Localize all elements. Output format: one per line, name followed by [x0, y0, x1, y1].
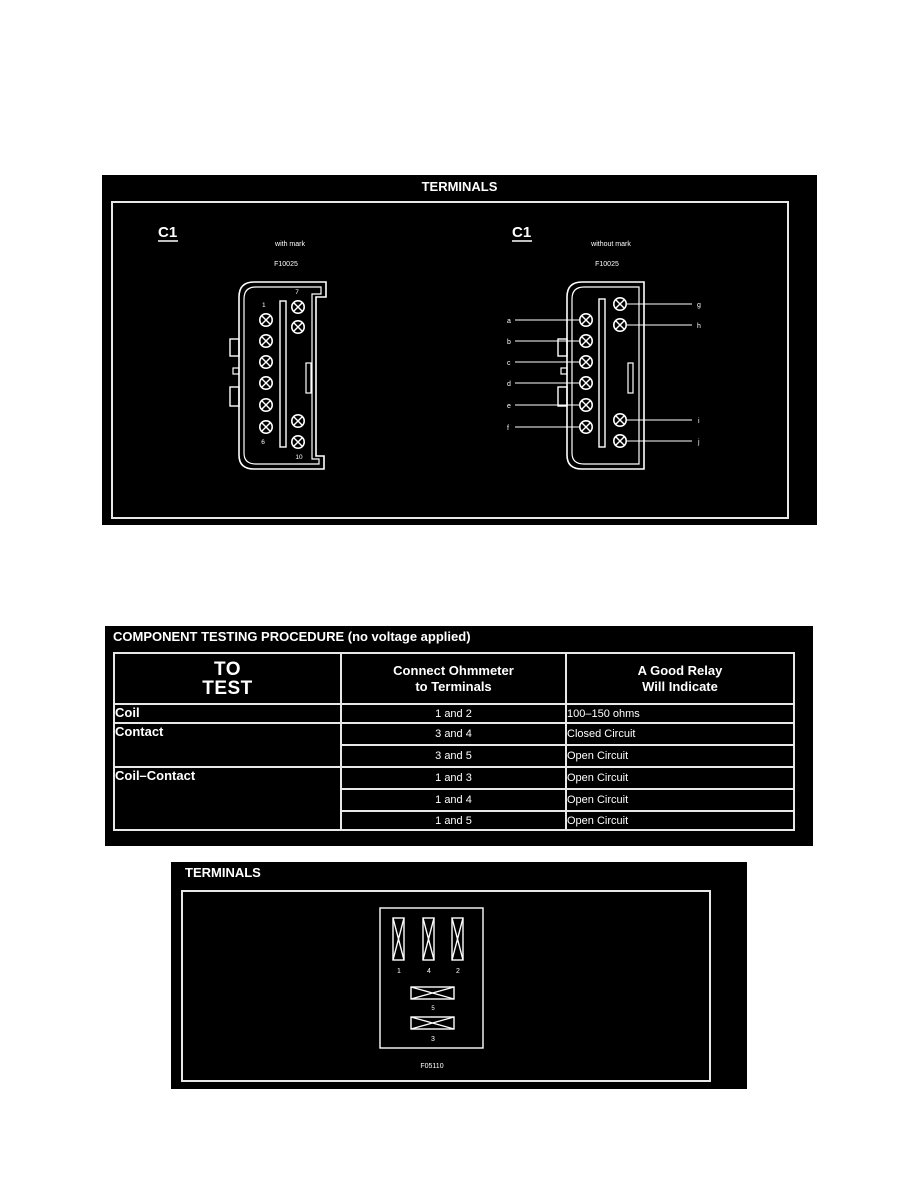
- row-terminals: 1 and 2: [341, 704, 566, 723]
- terminals-panel-bottom: [171, 862, 747, 1089]
- left-connector-body: [230, 282, 326, 469]
- connector-diagrams: [102, 175, 817, 525]
- left-pin-7-label: 7: [295, 289, 299, 296]
- right-code-text: F10025: [595, 261, 619, 268]
- row-result: 100–150 ohms: [566, 704, 794, 723]
- relay-vertical-pins: [393, 918, 463, 960]
- header-connect-line1: Connect Ohmmeter: [393, 662, 514, 678]
- header-good-line1: A Good Relay: [637, 662, 723, 678]
- header-good-line2: Will Indicate: [642, 678, 718, 694]
- terminals-relay-title: TERMINALS: [185, 865, 261, 880]
- right-left-label-c: c: [507, 360, 511, 367]
- row-terminals: 1 and 3: [341, 767, 566, 789]
- left-pin-10-label: 10: [295, 454, 303, 461]
- component-testing-title: COMPONENT TESTING PROCEDURE (no voltage applied): [113, 629, 471, 644]
- row-terminals: 3 and 5: [341, 745, 566, 767]
- table-row: [114, 704, 794, 723]
- right-right-label-g: g: [697, 302, 701, 309]
- row-terminals: 3 and 4: [341, 723, 566, 745]
- terminals-panel-top: [102, 175, 817, 525]
- table-row: [114, 767, 794, 789]
- header-good-relay: [566, 653, 794, 704]
- right-left-label-f: f: [507, 425, 509, 432]
- row-terminals: 1 and 4: [341, 789, 566, 811]
- right-right-label-j: j: [698, 439, 700, 446]
- relay-pin-1-label: 1: [397, 968, 401, 975]
- row-label-coil: Coil: [114, 704, 341, 723]
- header-connect-line2: to Terminals: [415, 678, 492, 694]
- left-connector-label: C1: [158, 224, 178, 241]
- relay-pin-2-label: 2: [456, 968, 460, 975]
- header-to-test-line1: TO: [213, 658, 242, 680]
- row-label-coil-contact: Coil–Contact: [114, 767, 341, 830]
- right-left-label-d: d: [507, 381, 511, 388]
- row-terminals: 1 and 5: [341, 811, 566, 830]
- right-leader-lines: [515, 304, 692, 441]
- right-right-label-h: h: [697, 323, 701, 330]
- row-result: Open Circuit: [566, 811, 794, 830]
- left-code-text: F10025: [274, 261, 298, 268]
- header-to-test-line2: TEST: [202, 677, 253, 699]
- table-row: [114, 723, 794, 745]
- terminals-title: TERMINALS: [421, 179, 498, 194]
- header-connect-ohmmeter: [341, 653, 566, 704]
- table-header-row: [114, 653, 794, 704]
- right-left-label-e: e: [507, 403, 511, 410]
- right-connector-label: C1: [512, 224, 532, 241]
- relay-pin-3-label: 3: [431, 1036, 435, 1043]
- row-result: Open Circuit: [566, 789, 794, 811]
- left-connector-pins: [260, 301, 304, 448]
- row-label-contact: Contact: [114, 723, 341, 767]
- header-to-test: [114, 653, 341, 704]
- row-result: Open Circuit: [566, 767, 794, 789]
- left-pin-1-label: 1: [262, 302, 266, 309]
- component-testing-table: [113, 652, 795, 831]
- relay-pin-4-label: 4: [427, 968, 431, 975]
- left-mark-text: with mark: [275, 241, 305, 248]
- row-result: Closed Circuit: [566, 723, 794, 745]
- component-testing-panel: [105, 626, 813, 846]
- relay-terminal-diagram: [171, 862, 747, 1089]
- right-mark-text: without mark: [591, 241, 631, 248]
- relay-pin-5-label: 5: [431, 1006, 435, 1012]
- right-connector-pins: [580, 298, 626, 447]
- right-left-label-a: a: [507, 318, 511, 325]
- left-pin-6-label: 6: [261, 439, 265, 446]
- right-left-label-b: b: [507, 339, 511, 346]
- row-result: Open Circuit: [566, 745, 794, 767]
- relay-code-text: F05110: [420, 1063, 444, 1070]
- right-right-label-i: i: [698, 418, 700, 425]
